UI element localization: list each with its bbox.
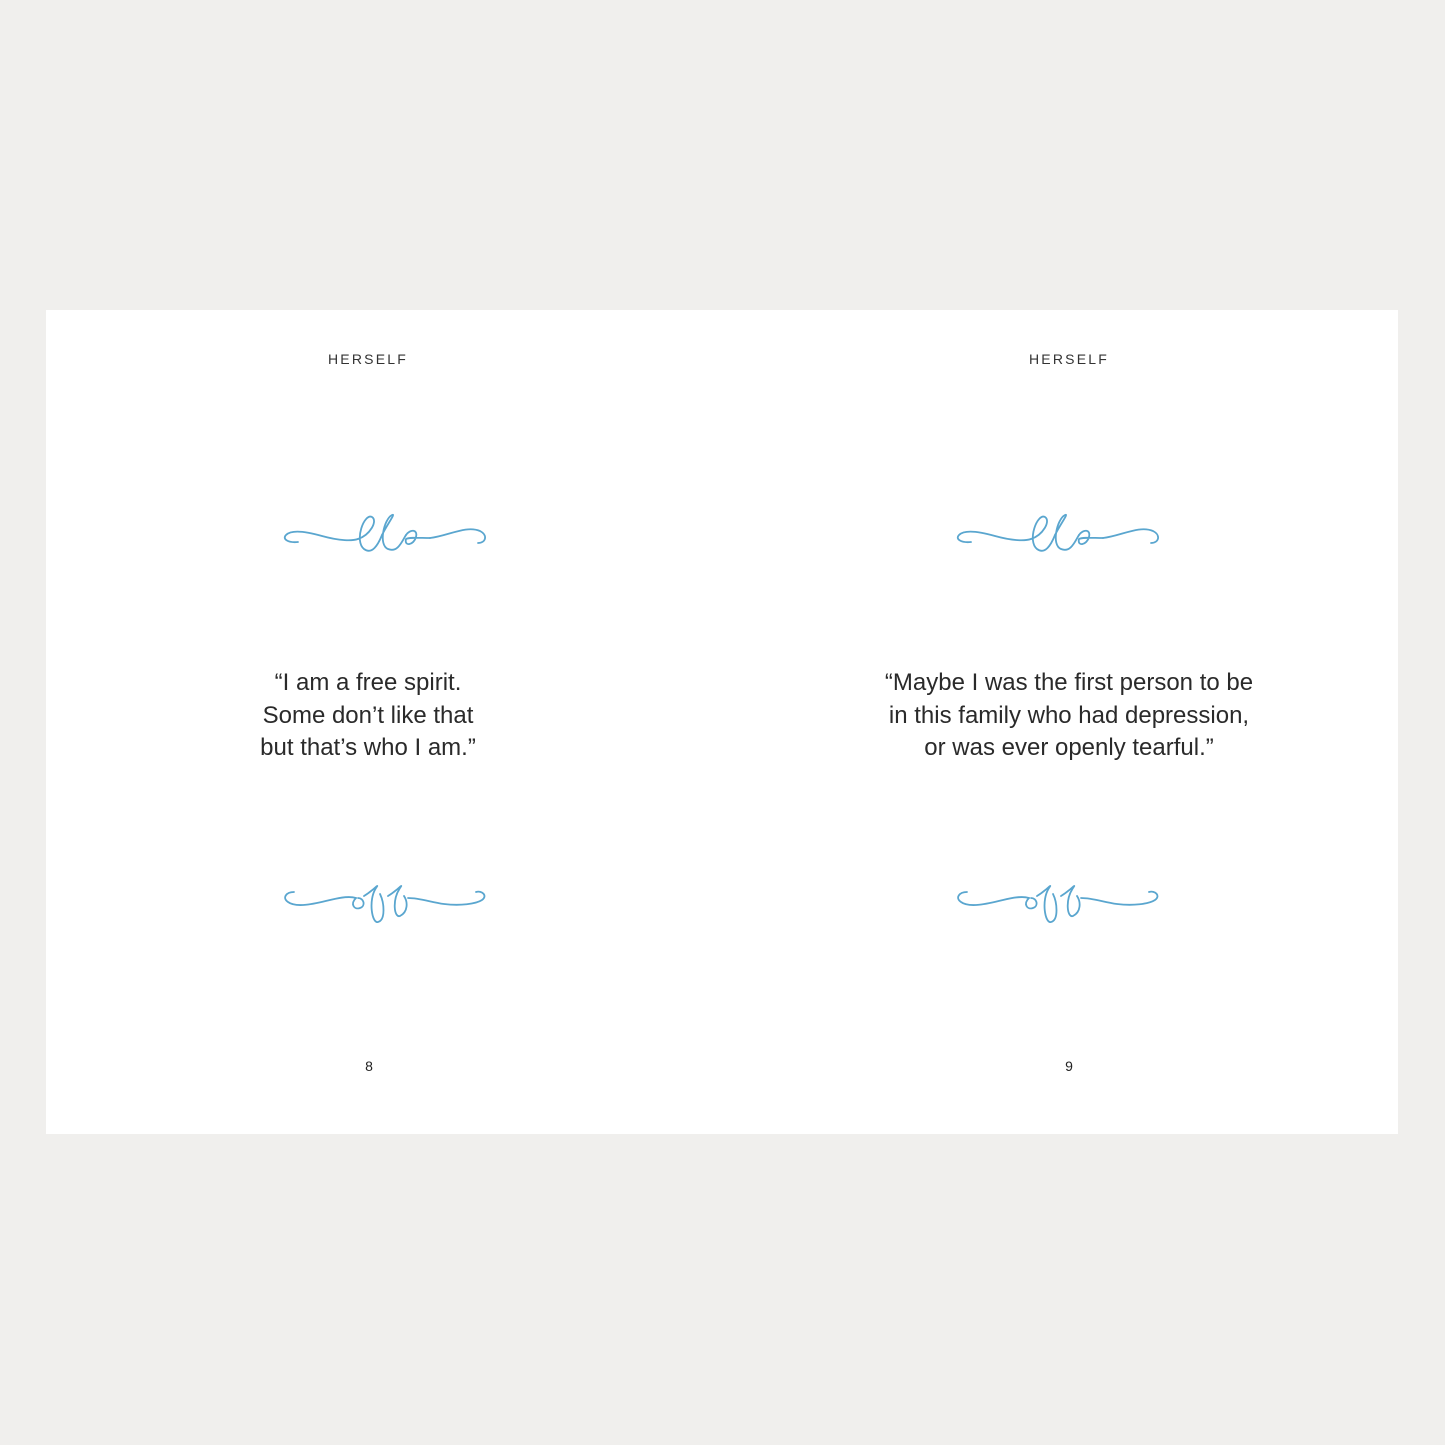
left-page (46, 310, 722, 1134)
flourish-bottom-icon (953, 872, 1163, 932)
quote-line: but that’s who I am.” (260, 734, 476, 761)
pull-quote (731, 667, 1407, 765)
quote-line: in this family who had depression, (888, 701, 1250, 729)
page-number: 8 (365, 1058, 373, 1074)
flourish-top-icon (953, 505, 1163, 565)
page-number: 9 (1065, 1058, 1073, 1074)
running-head: HERSELF (328, 351, 408, 367)
flourish-bottom-icon (280, 872, 490, 932)
quote-line: or was ever openly tearful.” (924, 734, 1214, 761)
flourish-top-icon (280, 505, 490, 565)
pull-quote (30, 667, 706, 765)
right-page (722, 310, 1398, 1134)
quote-line: “I am a free spirit. (274, 669, 462, 696)
quote-line: Some don’t like that (262, 701, 474, 729)
running-head: HERSELF (1029, 351, 1109, 367)
book-spread (46, 310, 1398, 1134)
quote-line: “Maybe I was the first person to be (884, 669, 1254, 696)
